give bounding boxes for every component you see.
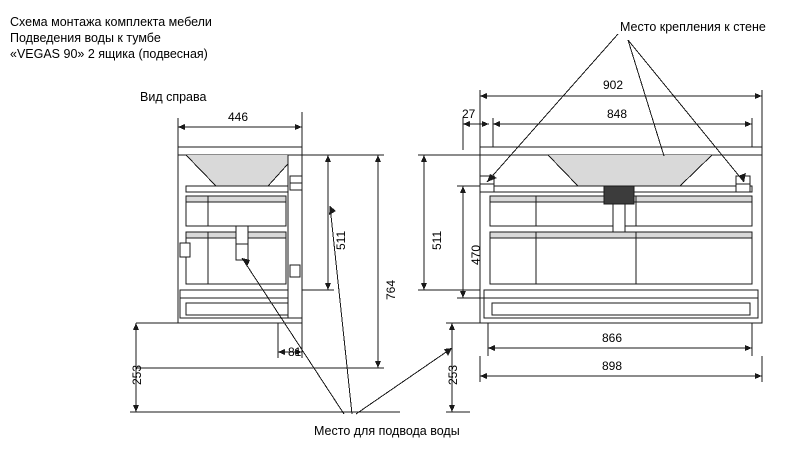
dim-446: 446	[228, 110, 249, 124]
side-view-label: Вид справа	[140, 90, 207, 104]
dim-side-511: 511	[334, 230, 348, 250]
dim-902: 902	[603, 78, 624, 92]
dim-848: 848	[607, 107, 628, 121]
title-line-1: Схема монтажа комплекта мебели	[10, 15, 212, 29]
title-line-3: «VEGAS 90» 2 ящика (подвесная)	[10, 47, 208, 61]
callout-wall-mount: Место крепления к стене	[620, 20, 766, 34]
callout-water-supply: Место для подвода воды	[314, 424, 460, 438]
dim-front-511: 511	[430, 230, 444, 250]
dim-27: 27	[462, 107, 476, 121]
dim-81: 81	[288, 345, 302, 359]
title-line-2: Подведения воды к тумбе	[10, 31, 161, 45]
dim-866: 866	[602, 331, 623, 345]
dim-side-253: 253	[130, 364, 144, 385]
dim-898: 898	[602, 359, 623, 373]
dim-front-470: 470	[469, 244, 483, 265]
dim-side-764: 764	[384, 279, 398, 300]
dim-front-253: 253	[446, 364, 460, 385]
